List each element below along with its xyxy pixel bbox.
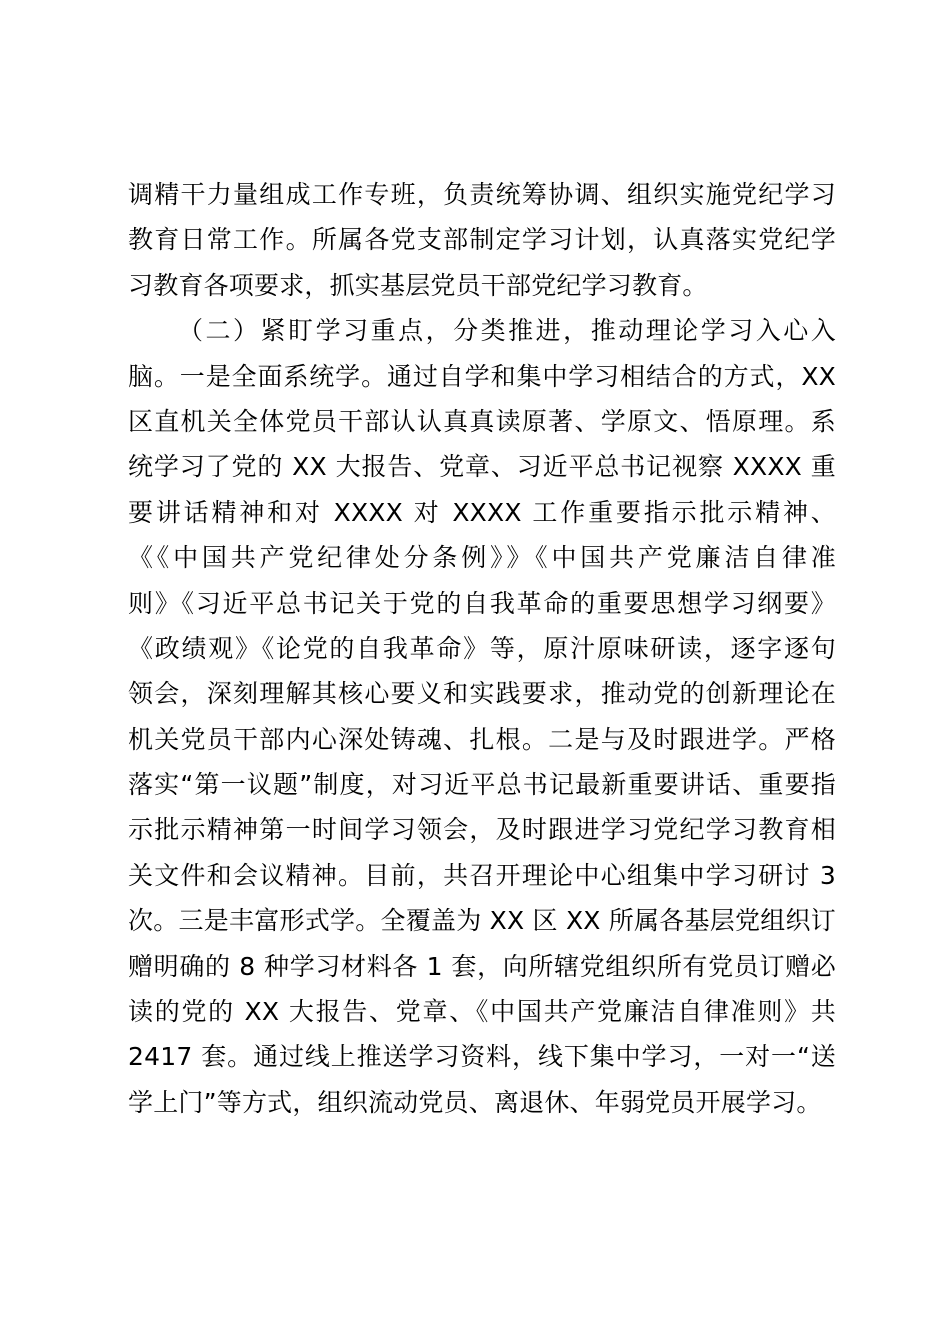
text-line: 《政绩观》《论党的自我革命》等，原汁原味研读，逐字逐句 [128, 633, 836, 663]
text-line: 区直机关全体党员干部认认真真读原著、学原文、悟原理。系 [128, 406, 836, 436]
text-line: 教育日常工作。所属各党支部制定学习计划，认真落实党纪学 [128, 225, 836, 255]
text-line: 2417 套。通过线上推送学习资料，线下集中学习，一对一“送 [128, 1042, 836, 1072]
text-line: 次。三是丰富形式学。全覆盖为 XX 区 XX 所属各基层党组织订 [128, 906, 836, 936]
text-line: 学上门”等方式，组织流动党员、离退休、年弱党员开展学习。 [128, 1087, 822, 1117]
paragraph-heading-line: （二）紧盯学习重点，分类推进，推动理论学习入心入 [178, 316, 836, 346]
text-line: 机关党员干部内心深处铸魂、扎根。二是与及时跟进学。严格 [128, 724, 836, 754]
text-line: 脑。一是全面系统学。通过自学和集中学习相结合的方式，XX [128, 361, 836, 391]
text-line: 读的党的 XX 大报告、党章、《中国共产党廉洁自律准则》共 [128, 997, 836, 1027]
text-line: 赠明确的 8 种学习材料各 1 套，向所辖党组织所有党员订赠必 [128, 951, 836, 981]
text-line: 则》《习近平总书记关于党的自我革命的重要思想学习纲要》 [128, 588, 836, 618]
document-body [128, 172, 836, 1125]
text-line: 要讲话精神和对 XXXX 对 XXXX 工作重要指示批示精神、 [128, 497, 836, 527]
text-line: 关文件和会议精神。目前，共召开理论中心组集中学习研讨 3 [128, 860, 836, 890]
text-line: 《《中国共产党纪律处分条例》》《中国共产党廉洁自律准 [128, 543, 836, 573]
text-line: 调精干力量组成工作专班，负责统筹协调、组织实施党纪学习 [128, 180, 836, 209]
text-line: 习教育各项要求，抓实基层党员干部党纪学习教育。 [128, 270, 708, 300]
text-line: 领会，深刻理解其核心要义和实践要求，推动党的创新理论在 [128, 679, 836, 709]
text-line: 统学习了党的 XX 大报告、党章、习近平总书记视察 XXXX 重 [128, 452, 836, 482]
text-line: 落实“第一议题”制度，对习近平总书记最新重要讲话、重要指 [128, 770, 836, 800]
text-line: 示批示精神第一时间学习领会，及时跟进学习党纪学习教育相 [128, 815, 836, 845]
